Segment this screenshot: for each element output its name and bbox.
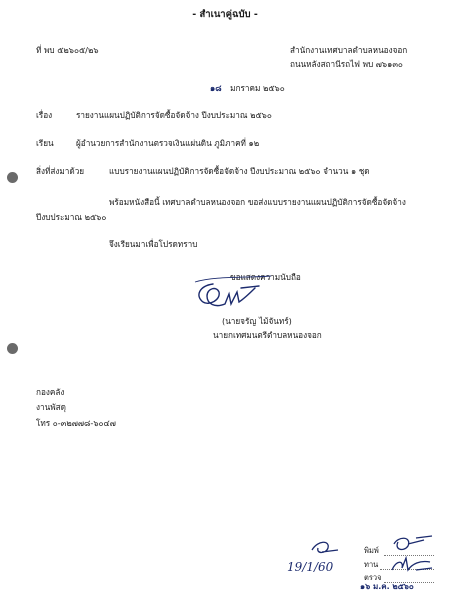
footer-section: งานพัสดุ: [36, 402, 66, 412]
body-paragraph1-line2: ปีงบประมาณ ๒๕๖๐: [36, 212, 107, 222]
body-paragraph1-line1: พร้อมหนังสือนี้ เทศบาลตำบลหนองจอก ขอส่งแบบรายงานแผนปฏิบัติการจัดซื้อจัดจ้าง: [109, 197, 406, 207]
recipient-text: ผู้อำนวยการสำนักงานตรวจเงินแผ่นดิน ภูมิภาคที่ ๑๒: [76, 138, 260, 148]
enclosure-label: สิ่งที่ส่งมาด้วย: [36, 166, 85, 176]
subject-text: รายงานแผนปฏิบัติการจัดซื้อจัดจ้าง ปีงบประมาณ ๒๕๖๐: [76, 110, 272, 120]
binder-hole-bottom: [7, 343, 18, 354]
recipient-label: เรียน: [36, 138, 54, 148]
sender-address-line2: ถนนหลังสถานีรถไฟ พบ ๗๖๑๓๐: [290, 59, 403, 69]
handwritten-note-date: 19/1/60: [287, 560, 334, 574]
enclosure-text: แบบรายงานแผนปฏิบัติการจัดซื้อจัดจ้าง ปีงบประมาณ ๒๕๖๐ จำนวน ๑ ชุด: [109, 166, 370, 176]
stamp-label-typed: พิมพ์: [364, 546, 379, 555]
document-number: ที่ พบ ๕๒๖๐๕/๒๖: [36, 45, 99, 55]
closing-salutation: ขอแสดงความนับถือ: [230, 272, 301, 282]
signer-name: (นายจรัญ ไม้จันทร์): [222, 316, 292, 326]
footer-department: กองคลัง: [36, 387, 65, 397]
stamp-label-checked: ตรวจ: [364, 573, 382, 582]
subject-label: เรื่อง: [36, 110, 53, 120]
document-date: [210, 83, 285, 93]
stamp-received-date: ๑๖ ม.ค. ๒๕๖๐: [360, 582, 414, 591]
handwritten-signature: [185, 278, 275, 318]
date-day: ๑๘: [210, 83, 222, 93]
stamp-label-reviewed: ทาน: [364, 560, 379, 569]
sender-address-line1: สำนักงานเทศบาลตำบลหนองจอก: [290, 45, 408, 55]
signer-position: นายกเทศมนตรีตำบลหนองจอก: [213, 330, 322, 340]
date-month-year: มกราคม ๒๕๖๐: [230, 83, 285, 93]
footer-phone: โทร ๐-๓๒๗๗๘-๖๐๔๗: [36, 418, 116, 428]
binder-hole-top: [7, 172, 18, 183]
handwritten-initial: [308, 538, 348, 558]
copy-mark: - สำเนาคู่ฉบับ -: [192, 9, 258, 20]
body-paragraph2: จึงเรียนมาเพื่อโปรดทราบ: [109, 239, 198, 249]
